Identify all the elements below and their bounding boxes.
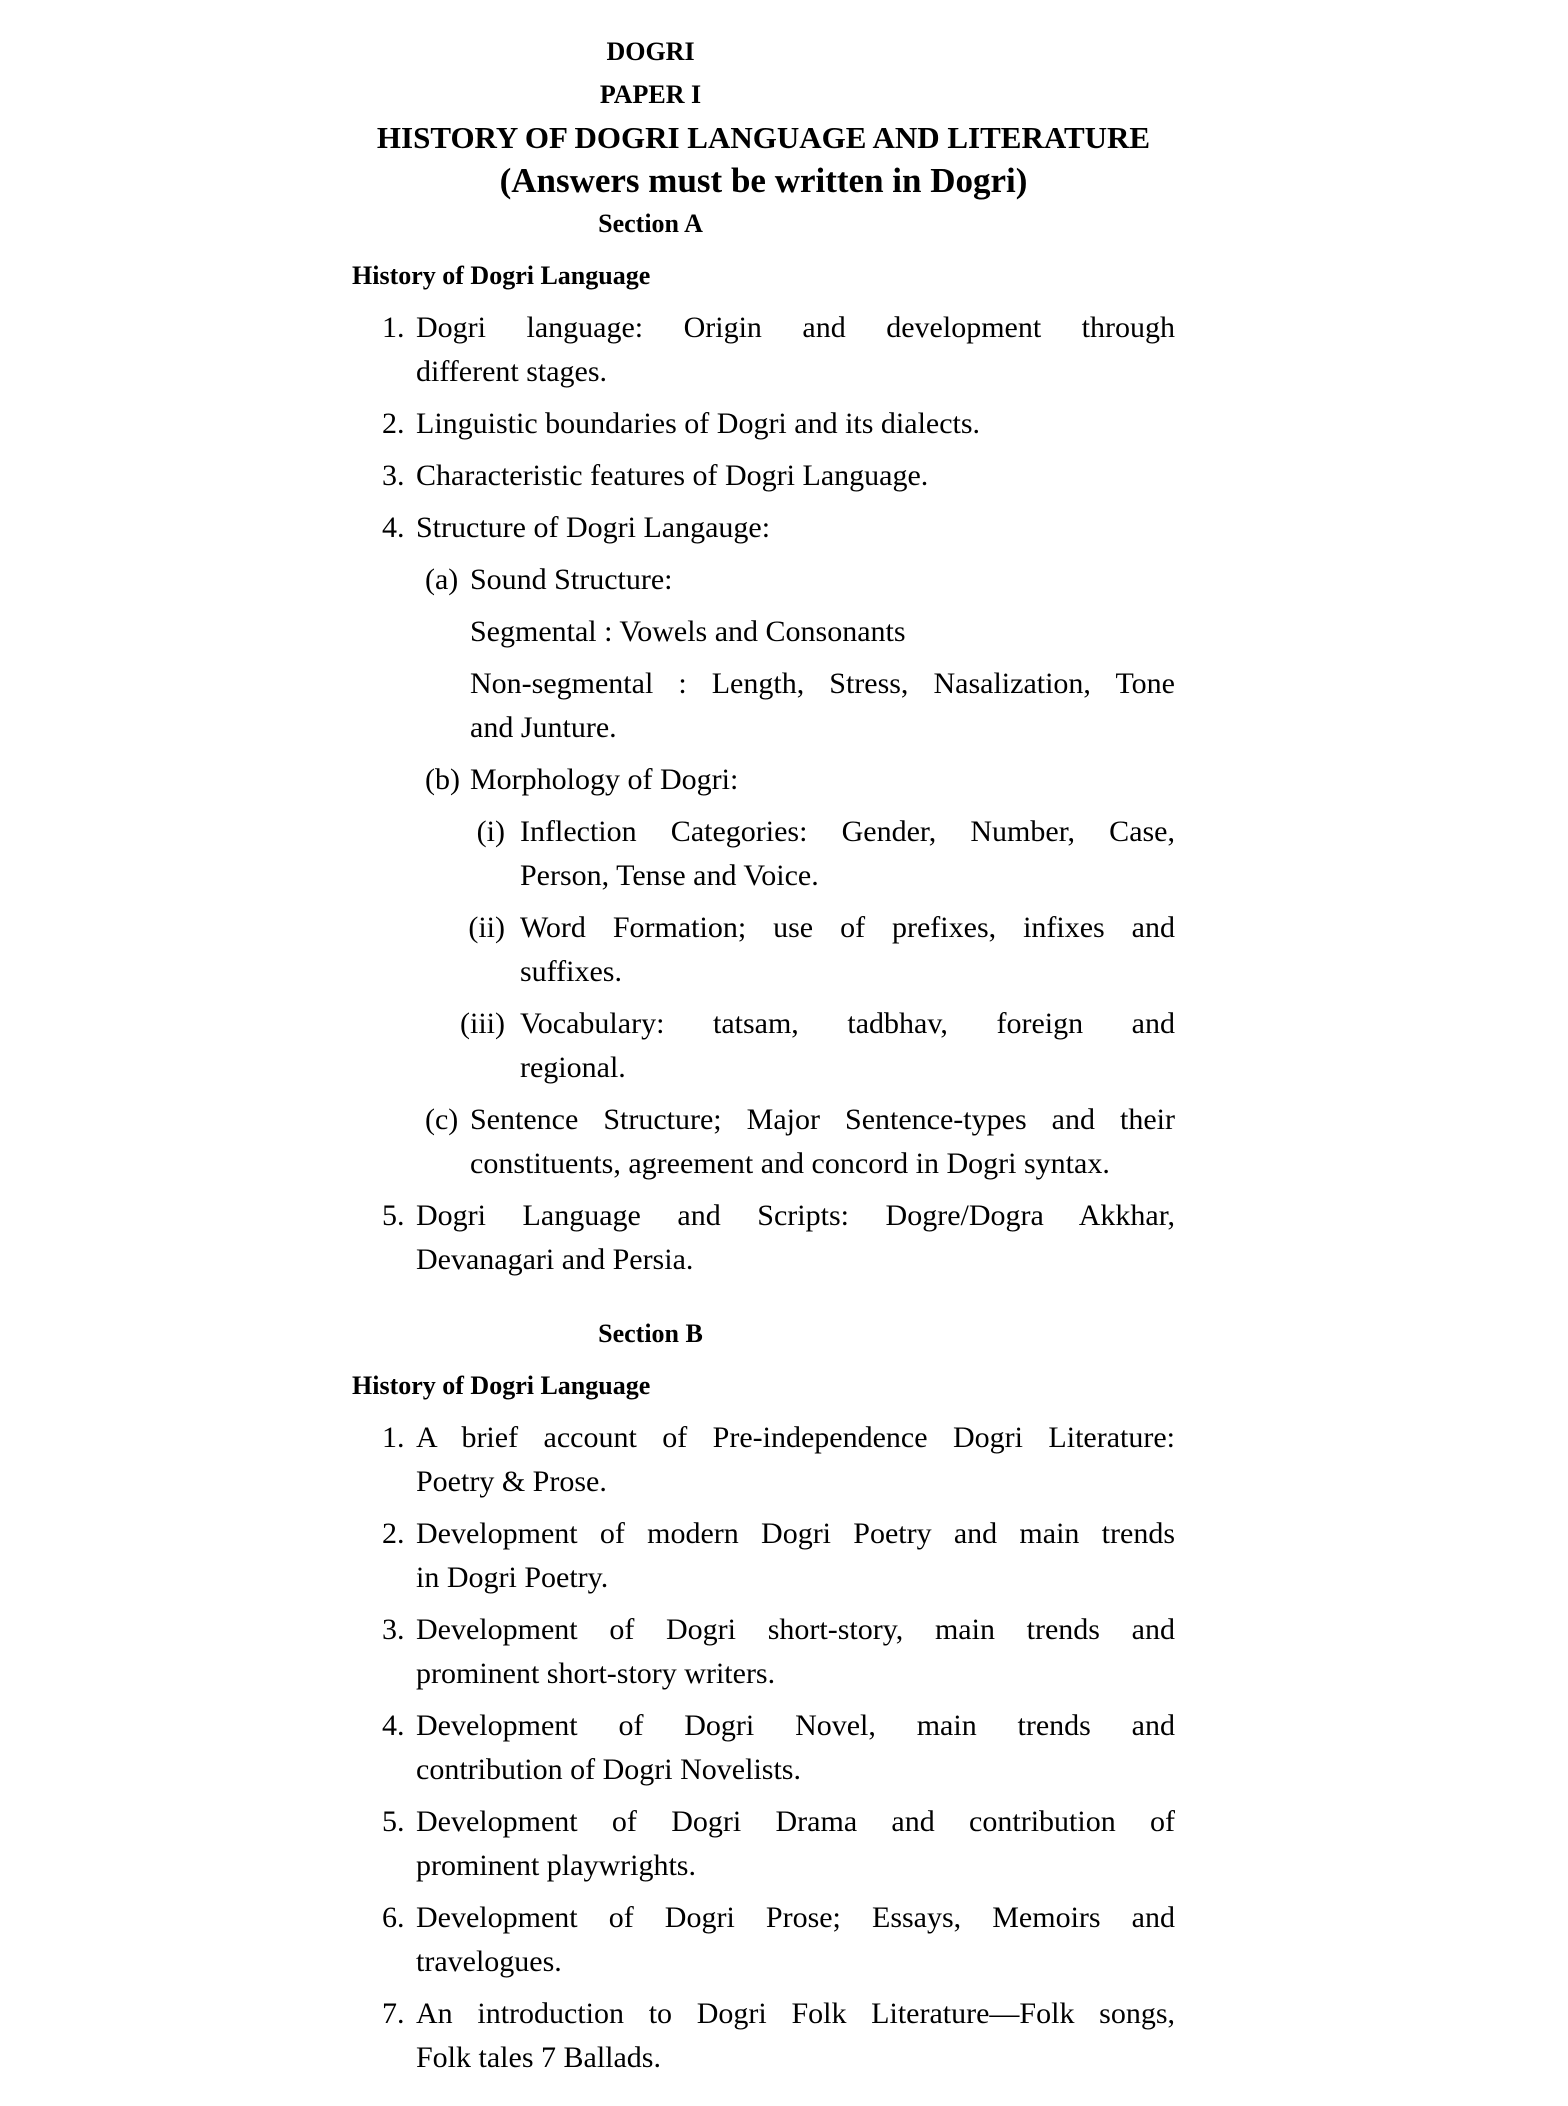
text-line: Non-segmental : Length, Stress, Nasalization, Tone xyxy=(470,667,1175,700)
text-line: Segmental : Vowels and Consonants xyxy=(470,615,906,648)
sections-container xyxy=(352,202,1175,2080)
text-line: prominent playwrights. xyxy=(416,1849,696,1882)
text-line: Dogri Language and Scripts: Dogre/Dogra Akkhar, xyxy=(416,1199,1175,1232)
list-item xyxy=(352,1704,1175,1792)
list-item xyxy=(352,402,1175,446)
text-line: Sentence Structure; Major Sentence-types and their xyxy=(470,1103,1175,1136)
text-line: constituents, agreement and concord in Dogri syntax. xyxy=(470,1147,1110,1180)
instruction-note: (Answers must be written in Dogri) xyxy=(499,161,1028,200)
list-item xyxy=(352,1896,1175,1984)
paper-number: PAPER I xyxy=(599,80,702,109)
text-line: Devanagari and Persia. xyxy=(416,1243,694,1276)
item-marker: 4. xyxy=(382,1709,405,1742)
list-item xyxy=(352,1002,1175,1090)
text-line: different stages. xyxy=(416,355,608,388)
list-item xyxy=(352,306,1175,394)
text-line: Development of Dogri Drama and contribution of xyxy=(416,1805,1175,1838)
text-line: Development of Dogri Prose; Essays, Memoirs and xyxy=(416,1901,1175,1934)
item-marker: (i) xyxy=(476,815,505,848)
document-content xyxy=(352,30,1175,2080)
list-item xyxy=(352,1800,1175,1888)
item-marker: 3. xyxy=(382,459,405,492)
text-line: Vocabulary: tatsam, tadbhav, foreign and xyxy=(520,1007,1175,1040)
item-marker: 2. xyxy=(382,1517,405,1550)
section-subheading: History of Dogri Language xyxy=(352,1371,651,1400)
document-title: HISTORY OF DOGRI LANGUAGE AND LITERATURE xyxy=(376,120,1151,155)
text-line: contribution of Dogri Novelists. xyxy=(416,1753,801,1786)
list-item xyxy=(352,758,1175,802)
text-line: Morphology of Dogri: xyxy=(470,763,739,796)
item-marker: (iii) xyxy=(460,1007,505,1040)
section-heading: Section B xyxy=(598,1319,703,1348)
list-item xyxy=(352,1992,1175,2080)
text-line: Characteristic features of Dogri Language. xyxy=(416,459,929,492)
text-line: prominent short-story writers. xyxy=(416,1657,776,1690)
list-item xyxy=(352,610,1175,654)
section xyxy=(352,1312,1175,2080)
list-item xyxy=(352,1416,1175,1504)
list-item xyxy=(352,1098,1175,1186)
text-line: Person, Tense and Voice. xyxy=(520,859,819,892)
text-line: travelogues. xyxy=(416,1945,562,1978)
item-marker: 1. xyxy=(382,311,405,344)
item-marker: 5. xyxy=(382,1199,405,1232)
item-marker: 1. xyxy=(382,1421,405,1454)
item-marker: 6. xyxy=(382,1901,405,1934)
list-item xyxy=(352,454,1175,498)
section-body xyxy=(352,1416,1175,2080)
text-line: Word Formation; use of prefixes, infixes and xyxy=(520,911,1175,944)
section-body xyxy=(352,306,1175,1282)
item-marker: 2. xyxy=(382,407,405,440)
item-marker: 4. xyxy=(382,511,405,544)
list-item xyxy=(352,906,1175,994)
list-item xyxy=(352,1194,1175,1282)
item-marker: (a) xyxy=(425,563,459,596)
text-line: and Junture. xyxy=(470,711,617,744)
text-line: in Dogri Poetry. xyxy=(416,1561,609,1594)
text-line: Folk tales 7 Ballads. xyxy=(416,2041,661,2074)
text-line: regional. xyxy=(520,1051,626,1084)
list-item xyxy=(352,1512,1175,1600)
list-item xyxy=(352,1608,1175,1696)
list-item xyxy=(352,506,1175,550)
text-line: Dogri language: Origin and development through xyxy=(416,311,1175,344)
text-line: Inflection Categories: Gender, Number, Case, xyxy=(520,815,1175,848)
section xyxy=(352,202,1175,1282)
list-item xyxy=(352,662,1175,750)
text-line: Linguistic boundaries of Dogri and its dialects. xyxy=(416,407,981,440)
item-marker: (ii) xyxy=(468,911,505,944)
item-marker: (b) xyxy=(425,763,460,796)
text-line: Sound Structure: xyxy=(470,563,673,596)
text-line: Development of Dogri Novel, main trends and xyxy=(416,1709,1175,1742)
subject-title: DOGRI xyxy=(606,37,695,66)
section-heading: Section A xyxy=(598,209,703,238)
item-marker: 7. xyxy=(382,1997,405,2030)
list-item xyxy=(352,810,1175,898)
item-marker: 5. xyxy=(382,1805,405,1838)
text-line: A brief account of Pre-independence Dogri Literature: xyxy=(416,1421,1175,1454)
text-line: Development of Dogri short-story, main trends and xyxy=(416,1613,1175,1646)
text-line: Poetry & Prose. xyxy=(416,1465,607,1498)
text-line: Structure of Dogri Langauge: xyxy=(416,511,771,544)
text-line: An introduction to Dogri Folk Literature—Folk songs, xyxy=(416,1997,1175,2030)
text-line: Development of modern Dogri Poetry and main trends xyxy=(416,1517,1175,1550)
list-item xyxy=(352,558,1175,602)
item-marker: (c) xyxy=(425,1103,459,1136)
item-marker: 3. xyxy=(382,1613,405,1646)
document-header xyxy=(352,30,1175,202)
text-line: suffixes. xyxy=(520,955,622,988)
section-subheading: History of Dogri Language xyxy=(352,261,651,290)
